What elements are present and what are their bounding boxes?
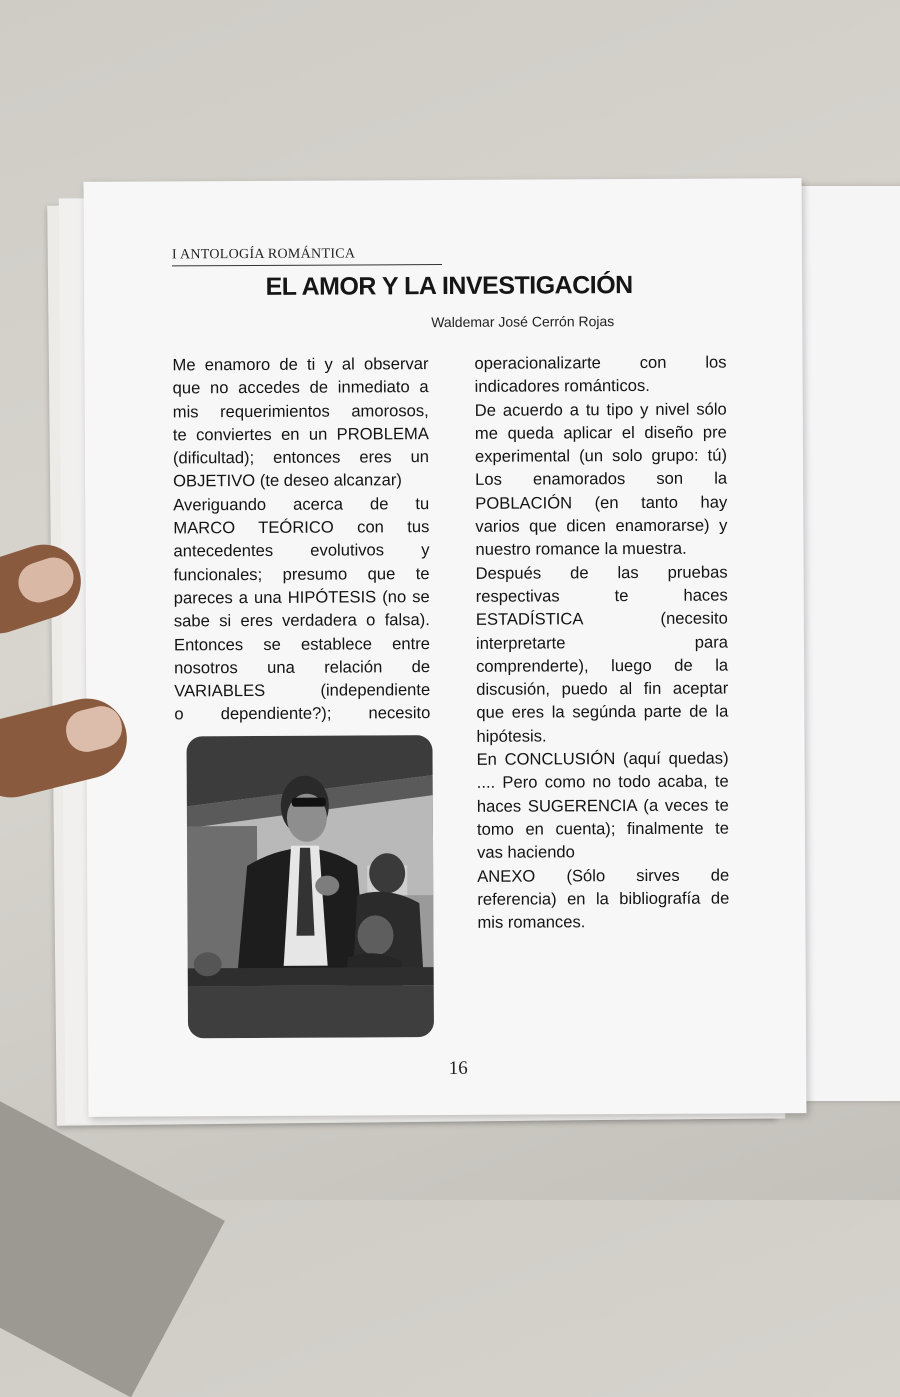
text-line: funcionales; presumo que te [173, 563, 430, 585]
text-line: mis requerimientos amorosos, [172, 400, 429, 422]
text-line: te conviertes en un PROBLEMA [172, 423, 429, 445]
text-line: que no accedes de inmediato a [172, 377, 429, 398]
speaker-photo [186, 735, 434, 1038]
text-line: tomo en cuenta); finalmente te [476, 818, 729, 839]
text-line: ANEXO (Sólo sirves de [477, 865, 730, 886]
running-header: I ANTOLOGÍA ROMÁNTICA [172, 246, 442, 266]
text-line: comprenderte), luego de la [476, 655, 729, 676]
left-column-text [172, 352, 430, 726]
text-line: indicadores románticos. [474, 376, 650, 397]
page-number: 16 [448, 1057, 468, 1079]
text-line: operacionalizarte con los [474, 352, 727, 373]
text-line: antecedentes evolutivos y [173, 540, 430, 561]
book-page [84, 178, 807, 1117]
text-line: pareces a una HIPÓTESIS (no se [173, 587, 430, 608]
text-line: Entonces se establece entre [173, 633, 431, 654]
text-line: que eres la segúnda parte de la [476, 701, 729, 723]
text-line: Después de las pruebas [475, 562, 728, 583]
text-line: En CONCLUSIÓN (aquí quedas) [476, 748, 729, 769]
poem-title: EL AMOR Y LA INVESTIGACIÓN [265, 271, 633, 301]
facing-page [790, 186, 900, 1101]
text-line: varios que dicen enamorarse) y [475, 515, 728, 536]
text-line: respectivas te haces [475, 585, 728, 606]
text-line: interpretarte para [475, 632, 729, 653]
text-line: haces SUGERENCIA (a veces te [476, 795, 729, 816]
text-line: o dependiente?); necesito [174, 703, 431, 724]
text-line: Los enamorados son la [475, 469, 728, 490]
text-line: De acuerdo a tu tipo y nivel sólo [474, 399, 727, 420]
text-line: MARCO TEÓRICO con tus [173, 517, 430, 538]
text-line: (dificultad); entonces eres un [172, 447, 430, 468]
text-line: discusión, puedo al fin aceptar [476, 678, 729, 699]
text-line: mis romances. [477, 912, 586, 932]
author-name: Waldemar José Cerrón Rojas [431, 313, 615, 331]
text-line: .... Pero como no todo acaba, te [476, 771, 729, 793]
text-line: OBJETIVO (te deseo alcanzar) [173, 470, 402, 491]
text-line: referencia) en la bibliografía de [477, 888, 730, 909]
text-line: nosotros una relación de [174, 656, 431, 678]
text-line: POBLACIÓN (en tanto hay [475, 492, 728, 513]
text-line: vas haciendo [477, 842, 575, 863]
text-line: me queda aplicar el diseño pre [474, 422, 727, 443]
table-edge [0, 1080, 225, 1397]
text-line: nuestro romance la muestra. [475, 539, 687, 560]
text-line: ESTADÍSTICA (necesito [475, 608, 728, 630]
text-line: VARIABLES (independiente [174, 680, 431, 701]
right-column-text [474, 351, 729, 935]
text-line: experimental (un solo grupo: tú) [474, 445, 728, 467]
text-line: Me enamoro de ti y al observar [172, 354, 429, 375]
text-line: sabe si eres verdadera o falsa). [173, 610, 430, 631]
text-line: Averiguando acerca de tu [173, 493, 430, 515]
text-line: hipótesis. [476, 726, 547, 746]
